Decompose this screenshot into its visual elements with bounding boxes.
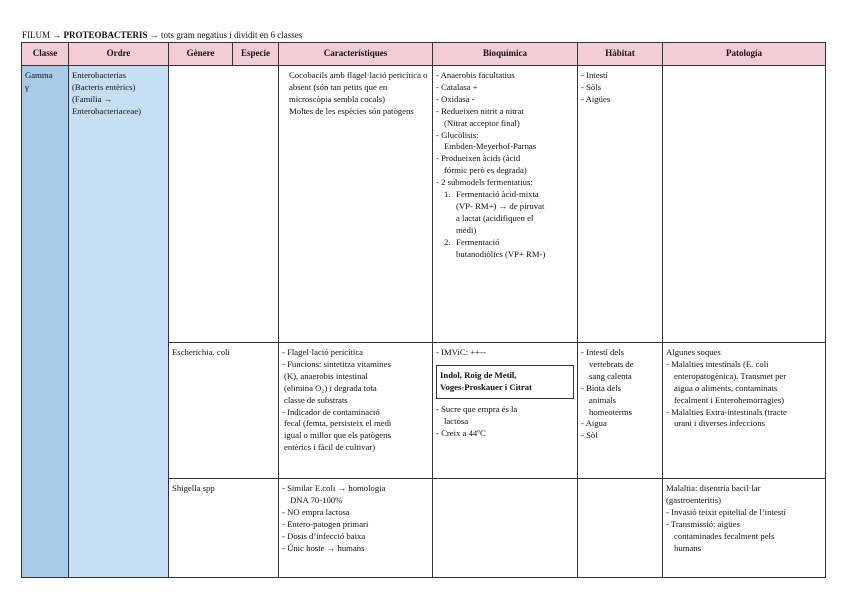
genere-name: Shigella spp — [172, 483, 215, 493]
list-item: fecal (femta, persisteix el medi — [284, 418, 392, 429]
col-header-ordre: Ordre — [69, 43, 169, 66]
bioquimica-line: - Sucre que empra és la — [436, 403, 518, 414]
habitat-cell — [578, 66, 663, 343]
habitat-line: - Intestí dels — [581, 347, 624, 357]
bioquimica-line: - Creix a 44ºC — [436, 427, 486, 438]
habitat-line: vertebrats de — [589, 358, 634, 369]
caracteristiques-cell — [279, 343, 433, 479]
list-item: - Funcions: sintetitza vitamines — [282, 358, 391, 369]
ferm-line: medi) — [456, 224, 477, 235]
bioquimica-line: - Glucòlisis: — [436, 129, 479, 140]
ferm-line: Fermentació — [456, 236, 500, 247]
patologia-line: - Transmissió: aigües — [666, 518, 740, 529]
bioquimica-line: - Catalasa + — [436, 81, 478, 92]
bioquimica-line: - Oxidasa - — [436, 93, 475, 104]
habitat-line: - Intestí — [581, 70, 608, 80]
bioquimica-line: (Nitrat acceptor final) — [444, 117, 520, 128]
list-item: - Flagel·lació pericítica — [282, 347, 364, 357]
bioquimica-cell — [433, 66, 578, 343]
habitat-line: - Aigües — [581, 93, 611, 104]
col-header-habitat: Hàbitat — [578, 43, 663, 66]
caracteristiques-line: - Únic hoste → humans — [282, 542, 365, 553]
patologia-cell — [663, 343, 826, 479]
list-item — [442, 189, 574, 237]
patologia-line: humans — [674, 542, 702, 553]
col-header-bioquimica: Bioquímica — [433, 43, 578, 66]
classe-name: Gamma — [25, 70, 53, 80]
ordre-cell — [69, 66, 169, 578]
title-prefix: FILUM → — [22, 30, 64, 40]
patologia-line: fecalment i Enterohemorragies) — [674, 394, 784, 405]
list-item: - Indicador de contaminació — [282, 406, 380, 417]
patologia-line: - Malalties intestinals (E. coli — [666, 358, 769, 369]
patologia-cell-empty — [663, 66, 826, 343]
list-item: entèrics i fàcil de cultivar) — [284, 442, 376, 453]
list-item: (elimina O₂) i degrada tota — [284, 382, 377, 393]
habitat-line: animals — [589, 394, 617, 405]
table-row — [22, 66, 826, 343]
bioquimica-line: - 2 submodels fermentatius: — [436, 177, 533, 188]
page-title — [22, 30, 302, 40]
bioquimica-line: fórmic però es degrada) — [444, 165, 527, 176]
habitat-line: - Aigua — [581, 418, 607, 429]
imvic-text: - IMViC: ++-- — [436, 347, 486, 357]
list-item — [442, 237, 574, 261]
header-row — [22, 43, 826, 66]
caracteristiques-line: DNA 70-100% — [290, 494, 343, 505]
patologia-line: contaminades fecalment pels — [674, 530, 775, 541]
habitat-line: sang calenta — [589, 370, 632, 381]
caracteristiques-cell — [279, 479, 433, 578]
ordre-line: Enterobacteriaceae) — [72, 105, 141, 116]
ferm-line: Fermentació àcid-mixta — [456, 189, 539, 200]
classe-symbol: γ — [25, 81, 29, 92]
patologia-line: aigua o aliments, contaminats — [674, 382, 778, 393]
bioquimica-line: Embden-Meyerhof-Parnas — [444, 141, 537, 152]
bioquimica-line: - Anaerobis facultatius — [436, 70, 515, 80]
ferm-line: (VP- RM+) → de piruvat — [456, 200, 545, 211]
classe-cell — [22, 66, 69, 578]
imvic-box — [436, 365, 574, 399]
title-suffix: → tots gram negatius i dividit en 6 classes — [147, 30, 303, 40]
ordre-line: Enterobacterias — [72, 70, 127, 80]
patologia-cell — [663, 479, 826, 578]
col-header-caracteristiques: Característiques — [279, 43, 433, 66]
habitat-line: homeoterms — [589, 406, 632, 417]
list-item: classe de substrats — [284, 394, 348, 405]
ordre-line: (Familia → — [72, 93, 113, 104]
ordre-line: (Bacteris entèrics) — [72, 81, 136, 92]
habitat-cell — [578, 343, 663, 479]
caracteristiques-list — [282, 347, 429, 454]
caracteristiques-line: - Dosis d’infecció baixa — [282, 530, 366, 541]
genere-cell-empty — [169, 66, 279, 343]
patologia-line: Algunes soques — [666, 347, 721, 357]
title-bold: PROTEOBACTERIS — [63, 30, 148, 40]
genere-name: Escherichia. coli — [172, 347, 230, 357]
caracteristiques-text: Cocobacils amb flagel·lació pericítica o absent (són tan petits que en microscòpia sembla cocals) — [289, 70, 428, 104]
caracteristiques-text: Moltes de les espècies són patògens — [289, 105, 414, 116]
list-item: (K), anaerobis intestinal — [284, 370, 368, 381]
ferm-line: butanodiòlics (VP+ RM-) — [456, 248, 546, 259]
classification-table — [21, 42, 826, 578]
list-number: 1. — [444, 189, 451, 200]
bioquimica-line: - Redueixen nitrit a nitrat — [436, 105, 524, 116]
caracteristiques-line: - NO empra lactosa — [282, 506, 350, 517]
col-header-especie: Especie — [233, 43, 279, 66]
patologia-line: - Malalties Extra-intestinals (tracte — [666, 406, 787, 417]
list-item: igual o millor que els patògens — [284, 430, 391, 441]
col-header-patologia: Patología — [663, 43, 826, 66]
genere-cell — [169, 479, 279, 578]
bioquimica-line: - Produeixen àcids (àcid — [436, 153, 521, 164]
ferm-line: a lactat (acidifiquen el — [456, 212, 534, 223]
list-number: 2. — [444, 236, 451, 247]
habitat-line: - Biota dels — [581, 382, 622, 393]
patologia-line: enteropatogènica). Transmet per — [674, 370, 787, 381]
col-header-genere: Gènere — [169, 43, 233, 66]
patologia-line: (gastroenteritis) — [666, 494, 722, 505]
caracteristiques-line: - Entero-patogen primari — [282, 518, 369, 529]
patologia-line: urani i diverses infeccions — [674, 418, 765, 429]
col-header-classe: Classe — [22, 43, 69, 66]
bioquimica-line: lactosa — [444, 415, 469, 426]
imvic-box-line: Voges-Proskauer i Citrat — [440, 381, 533, 392]
imvic-box-line: Indol, Roig de Metil, — [440, 369, 517, 380]
caracteristiques-line: - Similar E.coli → homologia — [282, 483, 386, 493]
caracteristiques-cell — [279, 66, 433, 343]
habitat-line: - Sòl — [581, 430, 598, 441]
patologia-line: Malaltia: disentria bacil·lar — [666, 483, 761, 493]
habitat-cell-empty — [578, 479, 663, 578]
patologia-line: - Invasió teixit epitelial de l’intestí — [666, 506, 786, 517]
bioquimica-cell — [433, 343, 578, 479]
habitat-line: - Sòls — [581, 81, 602, 92]
fermentation-list — [436, 189, 574, 260]
bioquimica-cell-empty — [433, 479, 578, 578]
genere-cell — [169, 343, 279, 479]
